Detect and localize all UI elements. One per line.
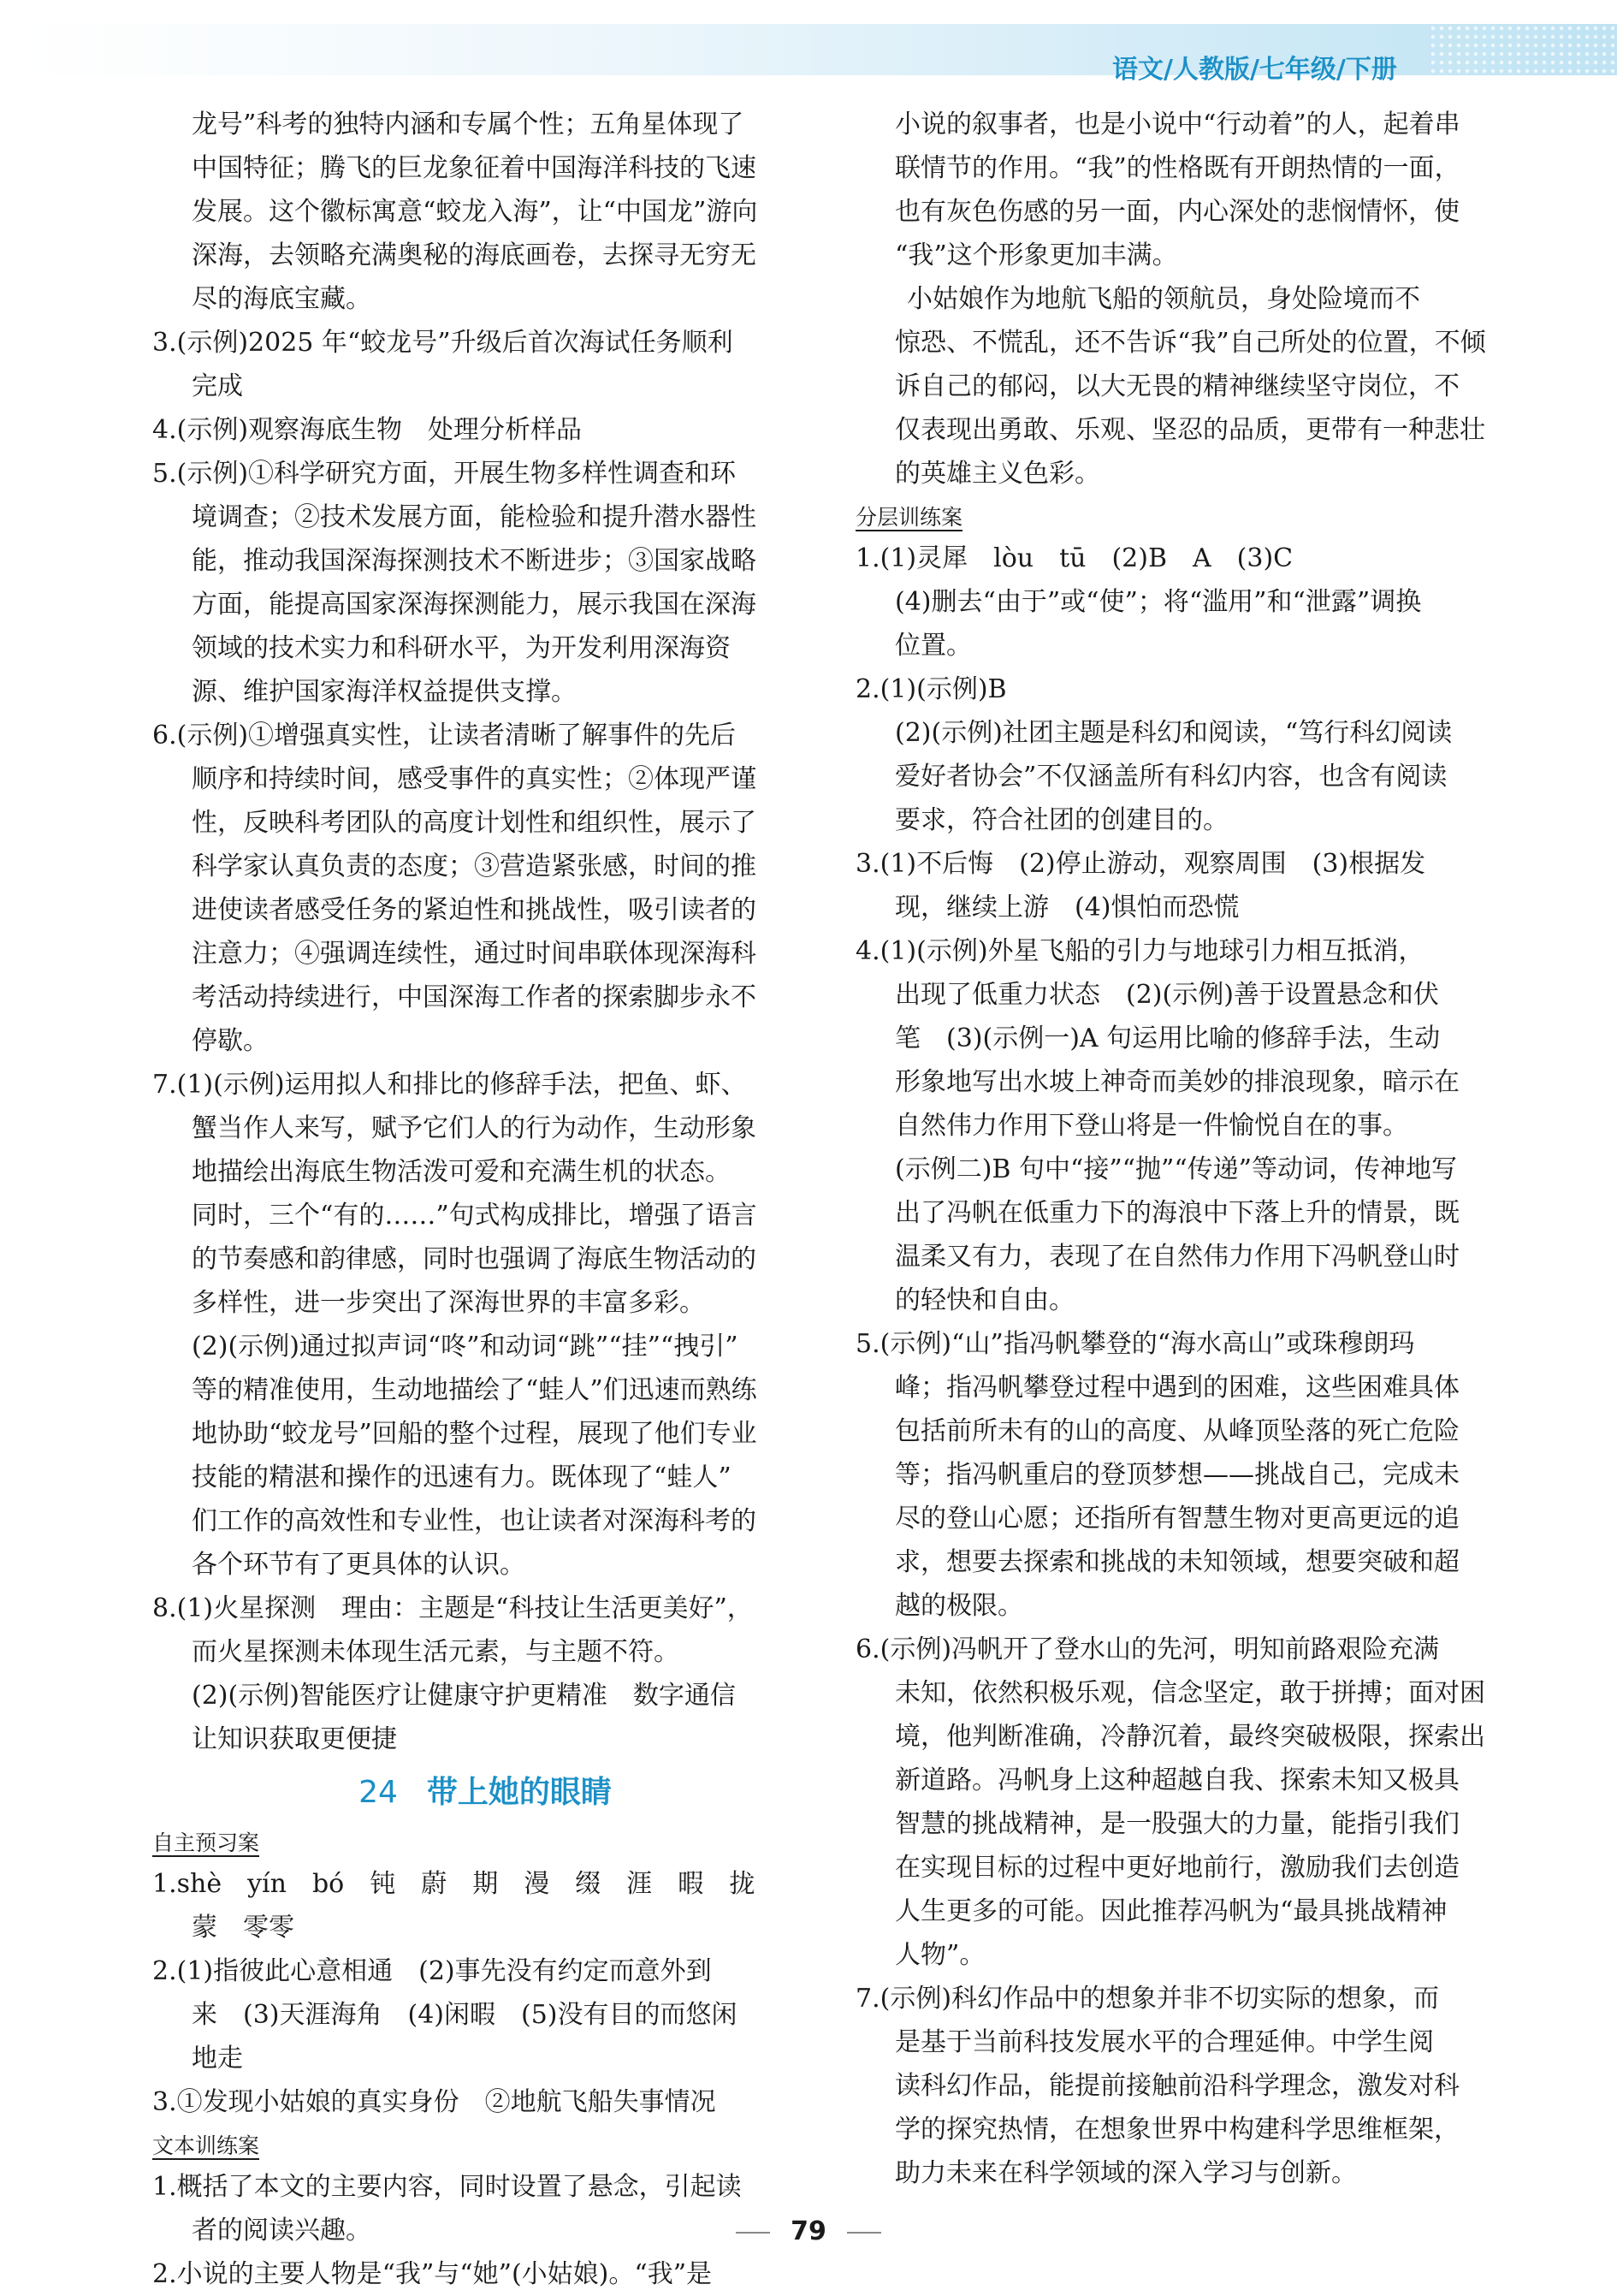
text-line: 的英雄主义色彩。 [895,459,1100,489]
text-line: (2)(示例)通过拟声词“咚”和动词“跳”“挂”“拽引” [192,1332,738,1362]
text-line: 联情节的作用。“我”的性格既有开朗热情的一面， [895,153,1460,183]
page-number-footer [0,2216,1617,2246]
text-line: 能，推动我国深海探测技术不断进步；③国家战略 [192,546,756,576]
text-line: 深海，去领略充满奥秘的海底画卷，去探寻无穷无 [192,240,756,270]
text-line: 注意力；④强调连续性，通过时间串联体现深海科 [192,939,756,969]
right-column [856,103,1516,2195]
text-line: 中国特征；腾飞的巨龙象征着中国海洋科技的飞速 [192,153,756,183]
text-line: 龙号”科考的独特内涵和专属个性；五角星体现了 [192,110,744,139]
text-line: 未知，依然积极乐观，信念坚定，敢于拼搏；面对困 [895,1678,1485,1708]
text-line: 顺序和持续时间，感受事件的真实性；②体现严谨 [192,764,756,794]
text-line: 境调查；②技术发展方面，能检验和提升潜水器性 [192,502,756,532]
text-line: 尽的登山心愿；还指所有智慧生物对更高更远的追 [895,1504,1460,1534]
text-line: 人生更多的可能。因此推荐冯帆为“最具挑战精神 [895,1896,1448,1926]
text-line: 4.(1)(示例)外星飞船的引力与地球引力相互抵消， [856,936,1424,966]
text-line: 进使读者感受任务的紧迫性和挑战性，吸引读者的 [192,895,756,925]
text-line: 2.(1)(示例)B [856,674,1007,704]
text-line: 同时，三个“有的……”句式构成排比，增强了语言 [192,1201,757,1231]
text-line: 者的阅读兴趣。 [192,2216,371,2246]
text-line: 新道路。冯帆身上这种超越自我、探索未知又极具 [895,1765,1460,1795]
text-line: 也有灰色伤感的另一面，内心深处的悲悯情怀，使 [895,197,1460,227]
text-line: 5.(示例)“山”指冯帆攀登的“海水高山”或珠穆朗玛 [856,1329,1415,1359]
text-line: 助力未来在科学领域的深入学习与创新。 [895,2158,1357,2188]
text-line: 包括前所未有的山的高度、从峰顶坠落的死亡危险 [895,1416,1460,1446]
text-line: 方面，能提高国家深海探测能力，展示我国在深海 [192,590,756,620]
text-line: 停歇。 [192,1026,269,1056]
text-line: 蒙 零零 [192,1913,294,1943]
text-line: 出了冯帆在低重力下的海浪中下落上升的情景，既 [895,1198,1460,1228]
text-line: 蟹当作人来写，赋予它们人的行为动作，生动形象 [192,1113,756,1143]
text-line: 性，反映科考团队的高度计划性和组织性，展示了 [192,808,756,838]
text-line: 出现了低重力状态 (2)(示例)善于设置悬念和伏 [895,980,1439,1010]
text-line: 智慧的挑战精神，是一股强大的力量，能指引我们 [895,1809,1460,1839]
text-line: 爱好者协会”不仅涵盖所有科幻内容，也含有阅读 [895,762,1448,792]
text-line: 境，他判断准确，冷静沉着，最终突破极限，探索出 [895,1722,1485,1752]
text-line: 领域的技术实力和科研水平，为开发利用深海资 [192,633,731,663]
text-line: 峰；指冯帆攀登过程中遇到的困难，这些困难具体 [895,1373,1460,1403]
text-line: 3.(1)不后悔 (2)停止游动，观察周围 (3)根据发 [856,849,1426,879]
text-line: 2.小说的主要人物是“我”与“她”(小姑娘)。“我”是 [152,2259,713,2289]
section-heading: 分层训练案 [856,505,963,530]
text-line: 越的极限。 [895,1591,1023,1621]
text-line: 等；指冯帆重启的登顶梦想——挑战自己，完成未 [895,1460,1460,1490]
section-heading: 文本训练案 [152,2133,260,2158]
text-line: 求，想要去探索和挑战的未知领域，想要突破和超 [895,1547,1460,1577]
text-line: 学的探究热情，在想象世界中构建科学思维框架， [895,2115,1460,2145]
text-line: 笔 (3)(示例一)A 句运用比喻的修辞手法，生动 [895,1023,1441,1053]
left-column [152,103,818,2296]
text-line: 的轻快和自由。 [895,1285,1075,1315]
text-line: (2)(示例)社团主题是科幻和阅读，“笃行科幻阅读 [895,718,1453,748]
text-line: 源、维护国家海洋权益提供支撑。 [192,677,577,707]
text-line: 让知识获取更便捷 [192,1724,397,1754]
text-line: 2.(1)指彼此心意相通 (2)事先没有约定而意外到 [152,1956,712,1986]
text-line: 地描绘出海底生物活泼可爱和充满生机的状态。 [192,1157,731,1187]
text-line: 位置。 [895,631,972,661]
text-line: 惊恐、不慌乱，还不告诉“我”自己所处的位置，不倾 [895,328,1486,358]
text-line: 考活动持续进行，中国深海工作者的探索脚步永不 [192,982,756,1012]
text-line: 小姑娘作为地航飞船的领航员，身处险境而不 [907,284,1420,314]
text-line: (2)(示例)智能医疗让健康守护更精准 数字通信 [192,1681,736,1711]
text-line: 1.shè yín bó 钝 蔚 期 漫 缀 涯 暇 拢 [152,1869,755,1899]
lesson-title-text: 带上她的眼睛 [426,1775,612,1810]
text-line: 们工作的高效性和专业性，也让读者对深海科考的 [192,1506,756,1536]
text-line: 小说的叙事者，也是小说中“行动着”的人，起着串 [895,110,1460,139]
lesson-title [152,1765,818,1821]
text-line: 完成 [192,371,243,401]
text-line: 诉自己的郁闷，以大无畏的精神继续坚守岗位，不 [895,371,1460,401]
footer-dash-left [736,2232,770,2234]
text-line: 科学家认真负责的态度；③营造紧张感，时间的推 [192,851,756,881]
text-line: 地协助“蛟龙号”回船的整个过程，展现了他们专业 [192,1419,757,1449]
text-line: 人物”。 [895,1940,986,1970]
text-line: 来 (3)天涯海角 (4)闲暇 (5)没有目的而悠闲 [192,2000,737,2030]
header-decoration [1429,24,1617,75]
text-line: (4)删去“由于”或“使”；将“滥用”和“泄露”调换 [895,587,1422,617]
text-line: 读科幻作品，能提前接触前沿科学理念，激发对科 [895,2071,1460,2101]
text-line: 各个环节有了更具体的认识。 [192,1550,525,1580]
text-line: 7.(示例)科幻作品中的想象并非不切实际的想象，而 [856,1984,1440,2014]
text-line: 3.①发现小姑娘的真实身份 ②地航飞船失事情况 [152,2087,716,2117]
text-line: 要求，符合社团的创建目的。 [895,805,1229,835]
section-heading: 自主预习案 [152,1830,260,1855]
page-number: 79 [791,2216,826,2246]
text-line: 在实现目标的过程中更好地前行，激励我们去创造 [895,1853,1460,1883]
text-line: 8.(1)火星探测 理由：主题是“科技让生活更美好”， [152,1593,753,1623]
text-line: 技能的精湛和操作的迅速有力。既体现了“蛙人” [192,1462,732,1492]
text-line: 是基于当前科技发展水平的合理延伸。中学生阅 [895,2027,1434,2057]
text-line: 而火星探测未体现生活元素，与主题不符。 [192,1637,679,1667]
footer-dash-right [847,2232,881,2234]
text-line: 现，继续上游 (4)惧怕而恐慌 [895,893,1240,923]
text-line: 仅表现出勇敢、乐观、坚忍的品质，更带有一种悲壮 [895,415,1485,445]
text-line: 6.(示例)①增强真实性，让读者清晰了解事件的先后 [152,721,737,751]
text-line: 形象地写出水坡上神奇而美妙的排浪现象，暗示在 [895,1067,1460,1097]
text-line: 自然伟力作用下登山将是一件愉悦自在的事。 [895,1111,1408,1141]
text-line: “我”这个形象更加丰满。 [895,240,1178,270]
lesson-number: 24 [358,1775,398,1810]
text-line: 7.(1)(示例)运用拟人和排比的修辞手法，把鱼、虾、 [152,1070,747,1100]
text-line: 1.(1)灵犀 lòu tū (2)B A (3)C [856,543,1294,573]
text-line: 多样性，进一步突出了深海世界的丰富多彩。 [192,1288,705,1318]
text-line: 温柔又有力，表现了在自然伟力作用下冯帆登山时 [895,1242,1460,1272]
text-line: 尽的海底宝藏。 [192,284,371,314]
text-line: 1.概括了本文的主要内容，同时设置了悬念，引起读 [152,2172,742,2202]
text-line: 地走 [192,2044,243,2074]
book-label: 语文/人教版/七年级/下册 [1112,55,1397,85]
text-line: 4.(示例)观察海底生物 处理分析样品 [152,415,583,445]
text-line: 发展。这个徽标寓意“蛟龙入海”，让“中国龙”游向 [192,197,758,227]
text-line: 的节奏感和韵律感，同时也强调了海底生物活动的 [192,1244,756,1274]
text-line: 5.(示例)①科学研究方面，开展生物多样性调查和环 [152,459,737,489]
text-line: 6.(示例)冯帆开了登水山的先河，明知前路艰险充满 [856,1634,1440,1664]
text-line: 3.(示例)2025 年“蛟龙号”升级后首次海试任务顺利 [152,328,733,358]
text-line: (示例二)B 句中“接”“抛”“传递”等动词，传神地写 [895,1154,1458,1184]
text-line: 等的精准使用，生动地描绘了“蛙人”们迅速而熟练 [192,1375,757,1405]
